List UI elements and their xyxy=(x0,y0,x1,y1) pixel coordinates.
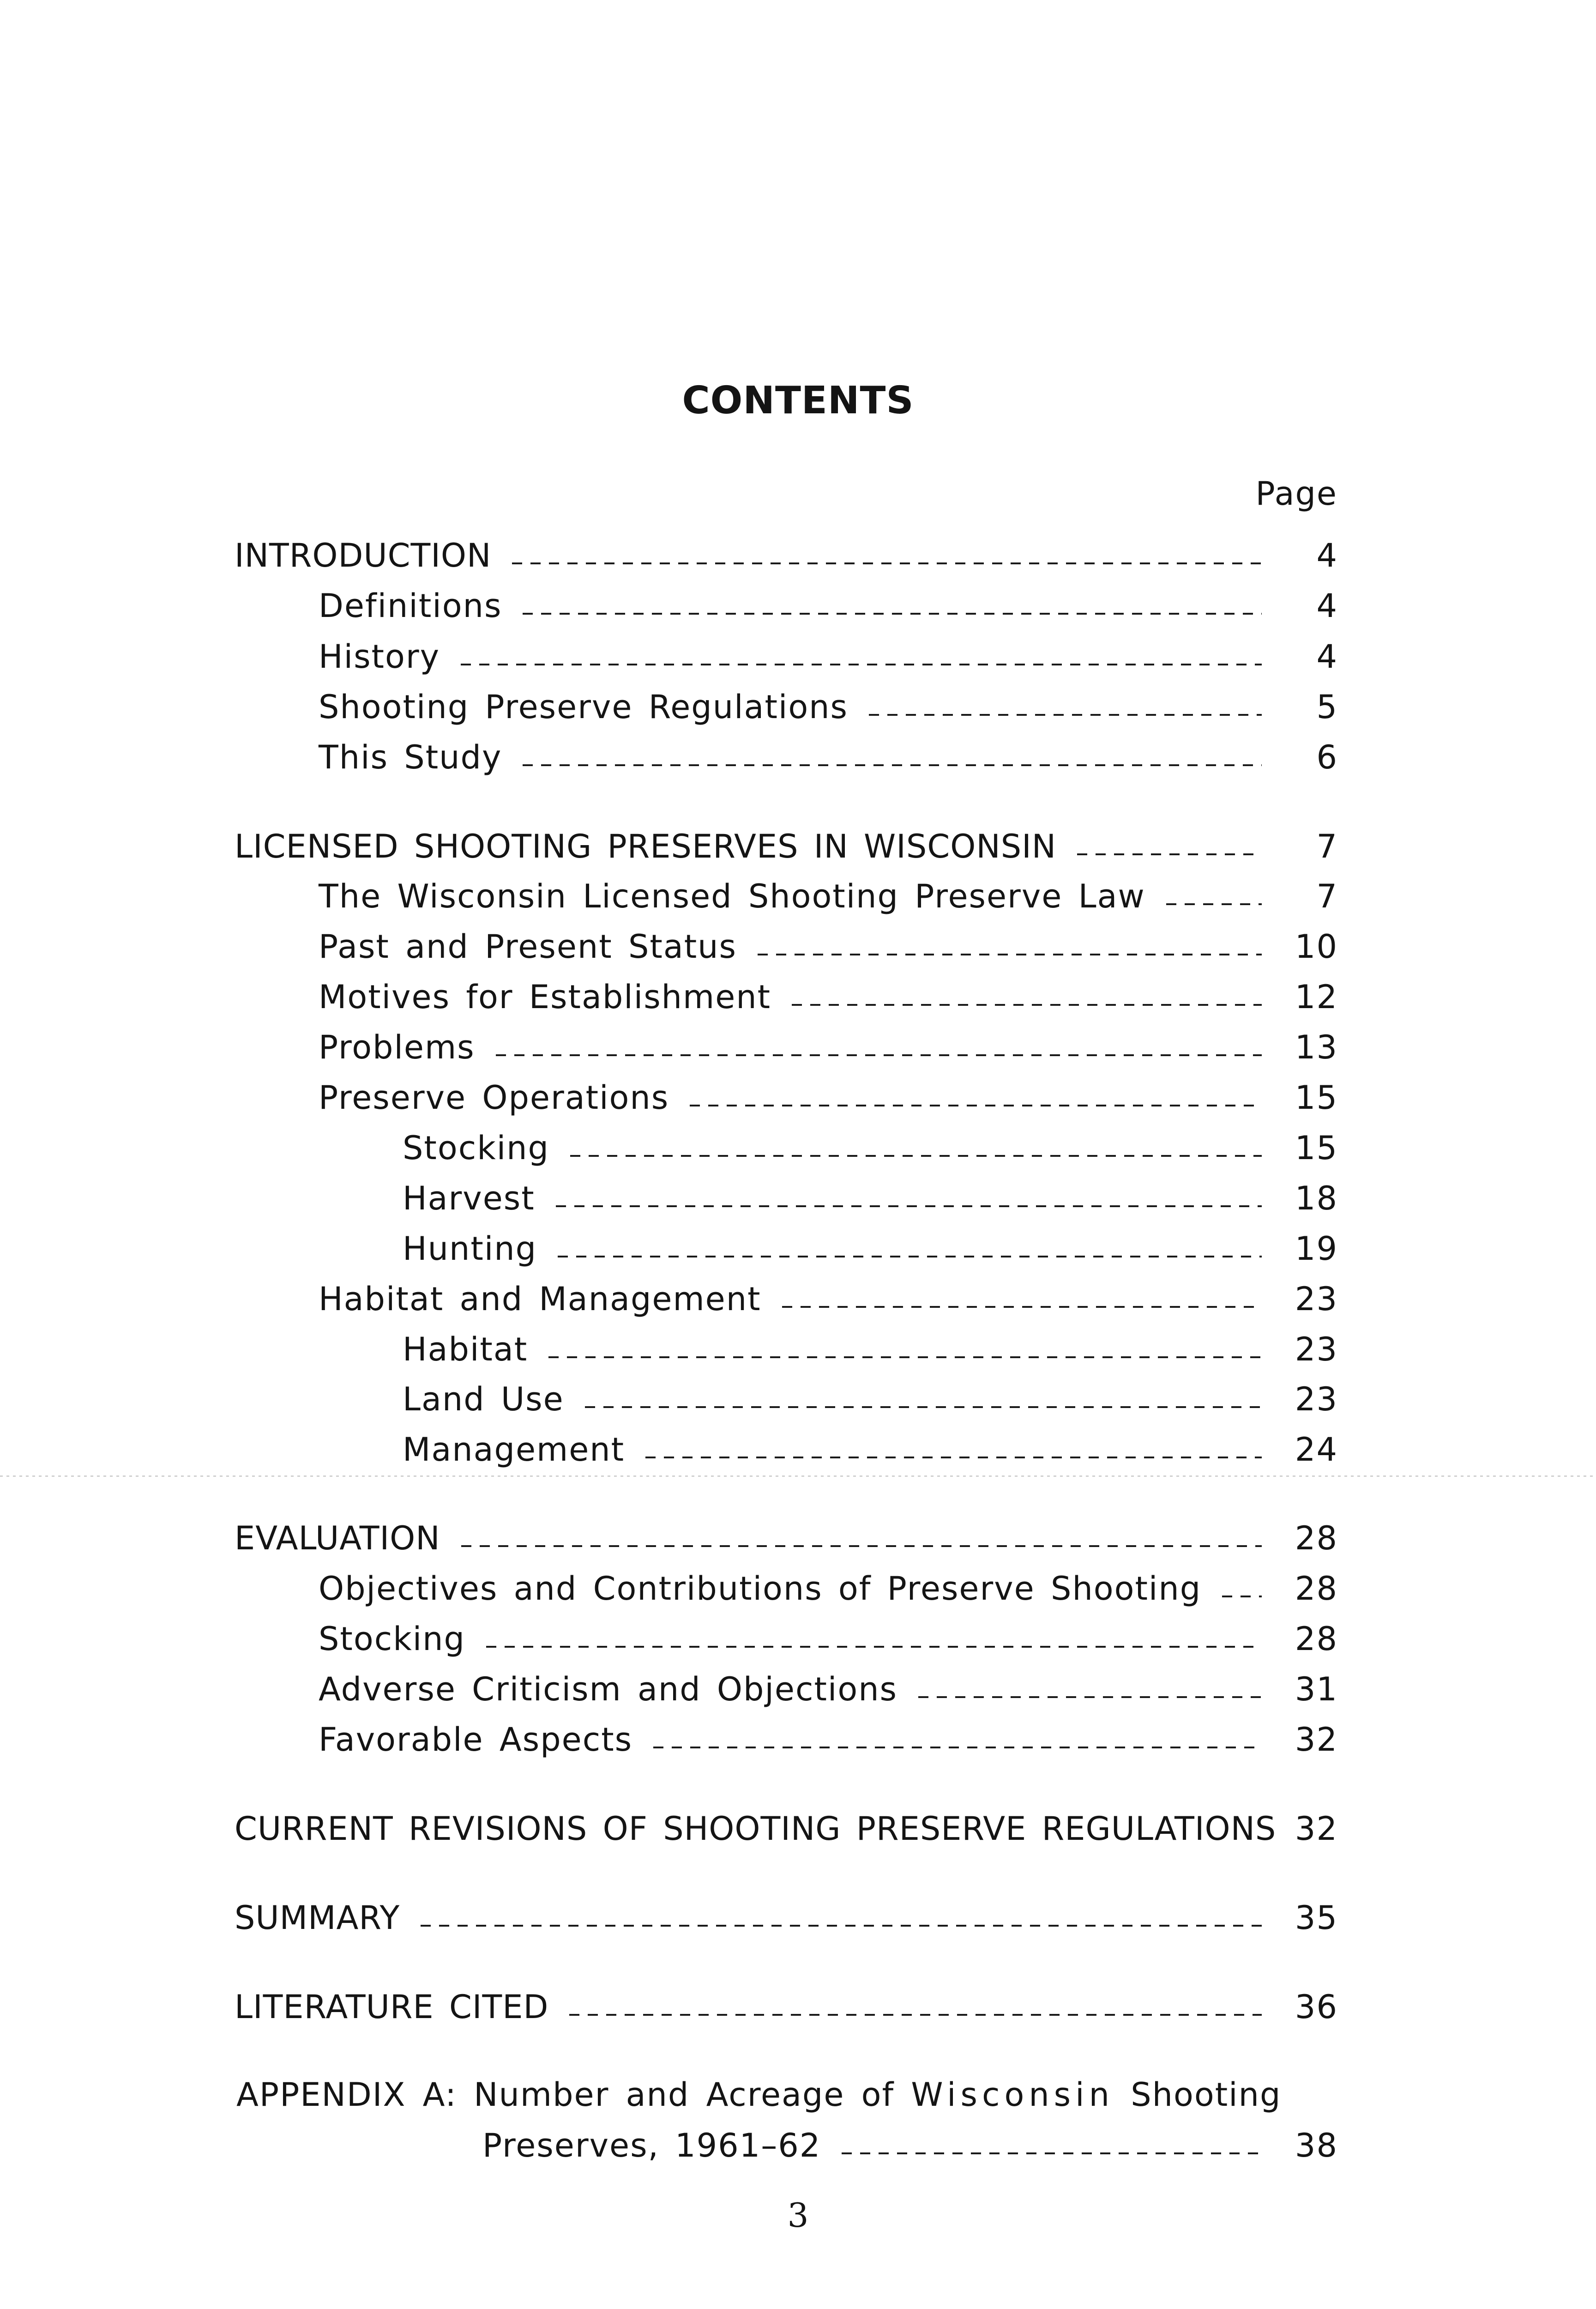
toc-entry-page: 31 xyxy=(1295,1670,1338,1708)
toc-entry[interactable] xyxy=(235,1985,1338,2029)
dot-leader xyxy=(421,1925,1262,1927)
dot-leader xyxy=(1222,1596,1262,1597)
toc-entry-label: LICENSED SHOOTING PRESERVES IN WISCONSIN xyxy=(235,828,1057,865)
toc-entry-page: 4 xyxy=(1316,537,1338,574)
toc-entry[interactable] xyxy=(319,635,1338,679)
page-title: CONTENTS xyxy=(682,379,914,423)
page-column-label: Page xyxy=(1255,475,1337,513)
dot-leader xyxy=(570,1155,1262,1157)
toc-entry-label: This Study xyxy=(319,738,502,776)
toc-entry-label: Problems xyxy=(319,1028,475,1066)
toc-entry[interactable] xyxy=(319,925,1338,969)
toc-entry-page: 18 xyxy=(1295,1179,1338,1217)
dot-leader xyxy=(558,1256,1262,1257)
toc-entry[interactable] xyxy=(235,1896,1338,1940)
toc-entry-page: 23 xyxy=(1295,1330,1338,1368)
toc-entry[interactable] xyxy=(403,1427,1338,1472)
toc-entry[interactable] xyxy=(319,584,1338,628)
toc-entry-page: 4 xyxy=(1316,638,1338,676)
dot-leader xyxy=(569,2014,1262,2016)
toc-entry[interactable] xyxy=(403,1327,1338,1372)
appendix-entry-line1[interactable] xyxy=(236,2073,1338,2117)
toc-entry-page: 10 xyxy=(1295,928,1338,966)
toc-entry[interactable] xyxy=(319,1277,1338,1321)
dot-leader xyxy=(869,714,1262,716)
toc-entry[interactable] xyxy=(403,1227,1338,1271)
toc-entry-page: 38 xyxy=(1295,2127,1338,2164)
toc-entry-label: INTRODUCTION xyxy=(235,537,492,574)
toc-entry[interactable] xyxy=(403,1176,1338,1221)
toc-entry-page: 28 xyxy=(1295,1519,1338,1557)
toc-entry-label: Stocking xyxy=(319,1620,465,1658)
toc-entry[interactable] xyxy=(319,975,1338,1019)
toc-entry-page: 36 xyxy=(1295,1988,1338,2026)
dot-leader xyxy=(792,1004,1262,1006)
toc-entry-page: 15 xyxy=(1295,1079,1338,1117)
dot-leader xyxy=(496,1054,1262,1056)
toc-entry-label: SUMMARY xyxy=(235,1899,400,1937)
appendix-prefix: APPENDIX A: xyxy=(236,2076,457,2114)
toc-entry-label: Past and Present Status xyxy=(319,928,737,966)
dot-leader xyxy=(758,954,1262,955)
dot-leader xyxy=(548,1356,1262,1358)
dot-leader xyxy=(556,1205,1262,1207)
appendix-title-start: Number and Acreage of xyxy=(474,2076,895,2114)
toc-entry[interactable] xyxy=(319,685,1338,729)
dot-leader xyxy=(645,1457,1262,1458)
toc-entry-label: Preserve Operations xyxy=(319,1079,669,1117)
toc-entry-label: Habitat and Management xyxy=(319,1280,761,1318)
page-number: 3 xyxy=(787,2196,809,2235)
toc-entry-page: 35 xyxy=(1295,1899,1338,1937)
toc-entry[interactable] xyxy=(319,735,1338,780)
toc-entry-page: 32 xyxy=(1295,1810,1338,1848)
dot-leader xyxy=(653,1747,1262,1748)
toc-entry[interactable] xyxy=(319,1566,1338,1611)
toc-entry-page: 24 xyxy=(1295,1431,1338,1469)
toc-entry-label: Habitat xyxy=(403,1330,528,1368)
dot-leader xyxy=(918,1696,1262,1698)
toc-entry-label: Favorable Aspects xyxy=(319,1721,633,1759)
toc-entry-label: Hunting xyxy=(403,1230,537,1268)
appendix-title-continued: Preserves, 1961–62 xyxy=(482,2127,821,2164)
toc-entry-label: CURRENT REVISIONS OF SHOOTING PRESERVE REGULATIONS xyxy=(235,1810,1277,1848)
toc-entry-page: 32 xyxy=(1295,1721,1338,1759)
toc-entry[interactable] xyxy=(319,1717,1338,1762)
toc-entry-label: Shooting Preserve Regulations xyxy=(319,688,849,726)
dot-leader xyxy=(585,1406,1262,1408)
appendix-entry-line2[interactable] xyxy=(482,2123,1338,2168)
toc-entry-label: LITERATURE CITED xyxy=(235,1988,549,2026)
toc-entry[interactable] xyxy=(319,1617,1338,1661)
toc-entry-page: 7 xyxy=(1316,828,1338,865)
toc-entry-label: History xyxy=(319,638,440,676)
toc-entry[interactable] xyxy=(235,824,1338,869)
toc-entry-page: 13 xyxy=(1295,1028,1338,1066)
toc-entry-page: 6 xyxy=(1316,738,1338,776)
toc-entry[interactable] xyxy=(319,1076,1338,1120)
toc-entry-page: 28 xyxy=(1295,1620,1338,1658)
dot-leader xyxy=(842,2152,1262,2154)
toc-entry-label: Land Use xyxy=(403,1380,564,1418)
toc-entry-label: Management xyxy=(403,1431,625,1469)
dot-leader xyxy=(486,1646,1262,1648)
toc-entry-page: 23 xyxy=(1295,1380,1338,1418)
toc-entry-label: Definitions xyxy=(319,587,502,625)
toc-entry[interactable] xyxy=(319,1667,1338,1711)
dot-leader xyxy=(782,1306,1262,1308)
appendix-title-wide-word: Wisconsin xyxy=(911,2076,1114,2114)
toc-entry[interactable] xyxy=(235,533,1338,578)
dot-leader xyxy=(1077,853,1262,855)
dot-leader xyxy=(461,1545,1262,1547)
toc-entry-page: 7 xyxy=(1316,877,1338,915)
toc-entry[interactable] xyxy=(235,1516,1338,1560)
toc-entry-page: 4 xyxy=(1316,587,1338,625)
toc-entry-label: The Wisconsin Licensed Shooting Preserve Law xyxy=(319,877,1145,915)
toc-entry[interactable] xyxy=(319,874,1338,919)
toc-entry-page: 12 xyxy=(1295,978,1338,1016)
toc-entry[interactable] xyxy=(403,1377,1338,1421)
toc-entry-page: 28 xyxy=(1295,1570,1338,1608)
dot-leader xyxy=(690,1105,1262,1106)
dot-leader xyxy=(523,613,1262,615)
dot-leader xyxy=(523,764,1262,766)
toc-entry-page: 19 xyxy=(1295,1230,1338,1268)
toc-entry[interactable] xyxy=(403,1126,1338,1170)
toc-entry[interactable] xyxy=(319,1025,1338,1070)
toc-entry-label: Stocking xyxy=(403,1129,549,1167)
toc-entry-label: Harvest xyxy=(403,1179,535,1217)
appendix-title-end: Shooting xyxy=(1131,2076,1282,2114)
dot-leader xyxy=(1166,903,1262,905)
toc-entry-page: 23 xyxy=(1295,1280,1338,1318)
toc-entry-label: EVALUATION xyxy=(235,1519,440,1557)
toc-entry-label: Motives for Establishment xyxy=(319,978,771,1016)
toc-entry-label: Adverse Criticism and Objections xyxy=(319,1670,898,1708)
dot-leader xyxy=(512,562,1262,564)
toc-entry-page: 5 xyxy=(1316,688,1338,726)
toc-entry[interactable] xyxy=(235,1807,1338,1851)
toc-entry-label: Objectives and Contributions of Preserve Shooting xyxy=(319,1570,1202,1608)
dot-leader xyxy=(461,664,1262,665)
toc-entry-page: 15 xyxy=(1295,1129,1338,1167)
